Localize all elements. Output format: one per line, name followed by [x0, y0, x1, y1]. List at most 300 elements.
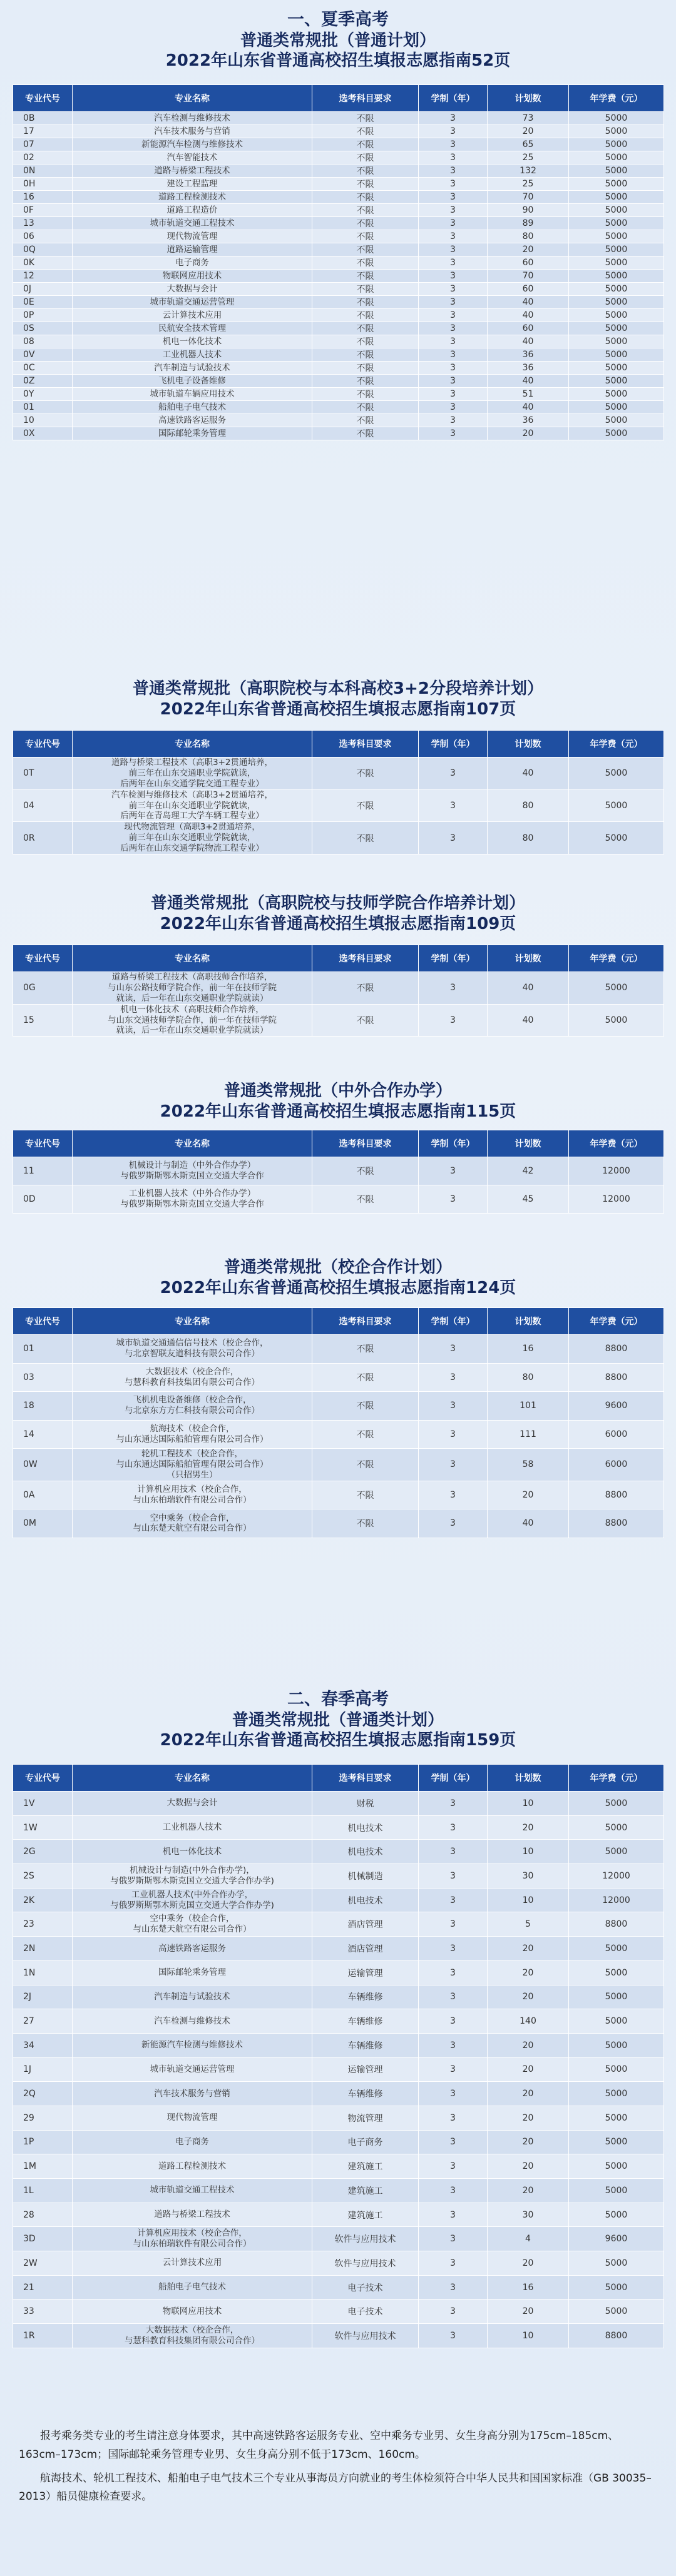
subject-requirement: 不限: [312, 1335, 419, 1364]
table-header-row: [13, 1765, 664, 1792]
table-row: [13, 1185, 664, 1214]
major-code: 03: [13, 1363, 73, 1392]
subject-requirement: 物流管理: [312, 2106, 419, 2130]
column-header: 学制（年）: [419, 85, 488, 112]
major-code: 17: [13, 125, 73, 138]
tuition: 5000: [569, 2251, 664, 2276]
plan-count: 70: [488, 270, 569, 283]
years: 3: [419, 243, 488, 256]
major-name: 船舶电子电气技术: [73, 2275, 312, 2300]
plan-count: 70: [488, 191, 569, 204]
subject-requirement: 不限: [312, 125, 419, 138]
column-header: 专业代号: [13, 85, 73, 112]
years: 3: [419, 1004, 488, 1037]
admission-table: [13, 84, 664, 440]
tuition: 5000: [569, 1792, 664, 1816]
table-row: [13, 414, 664, 427]
tuition: 5000: [569, 2130, 664, 2154]
section-title: [13, 9, 663, 84]
plan-count: 16: [488, 1335, 569, 1364]
column-header: 年学费（元）: [569, 945, 664, 972]
column-header: 专业名称: [73, 1308, 312, 1335]
tuition: 5000: [569, 1960, 664, 1985]
major-name: 大数据与会计: [73, 283, 312, 296]
years: 3: [419, 283, 488, 296]
subject-requirement: 机电技术: [312, 1815, 419, 1840]
plan-count: 36: [488, 414, 569, 427]
years: 3: [419, 1509, 488, 1538]
subject-requirement: 不限: [312, 112, 419, 125]
table-row: [13, 2203, 664, 2227]
plan-count: 10: [488, 1840, 569, 1864]
subject-requirement: 不限: [312, 217, 419, 230]
plan-count: 111: [488, 1420, 569, 1449]
tuition: 9600: [569, 2227, 664, 2251]
tuition: 5000: [569, 178, 664, 191]
subject-requirement: 车辆维修: [312, 2009, 419, 2034]
table-row: [13, 1509, 664, 1538]
tuition: 5000: [569, 1840, 664, 1864]
table-row: [13, 2324, 664, 2348]
major-name: 计算机应用技术（校企合作， 与山东柏瑞软件有限公司合作）: [73, 1481, 312, 1509]
section-title-line: 普通类常规批（普通类计划）: [232, 1710, 444, 1730]
tuition: 5000: [569, 165, 664, 178]
major-code: 0G: [13, 972, 73, 1005]
years: 3: [419, 1888, 488, 1912]
years: 3: [419, 335, 488, 348]
column-header: 学制（年）: [419, 1765, 488, 1792]
major-code: 01: [13, 401, 73, 414]
subject-requirement: 不限: [312, 322, 419, 335]
subject-requirement: 软件与应用技术: [312, 2251, 419, 2276]
subject-requirement: 车辆维修: [312, 2082, 419, 2106]
subject-requirement: 财税: [312, 1792, 419, 1816]
column-header: 年学费（元）: [569, 731, 664, 758]
major-code: 23: [13, 1912, 73, 1937]
major-code: 21: [13, 2275, 73, 2300]
tuition: 5000: [569, 822, 664, 854]
major-code: 1L: [13, 2179, 73, 2203]
section-title-line: 普通类常规批（中外合作办学）: [223, 1082, 452, 1100]
years: 3: [419, 2203, 488, 2227]
major-name: 汽车制造与试验技术: [73, 1985, 312, 2009]
years: 3: [419, 1937, 488, 1961]
major-code: 1N: [13, 1960, 73, 1985]
major-code: 1P: [13, 2130, 73, 2154]
column-header: 专业代号: [13, 1130, 73, 1157]
tuition: 12000: [569, 1185, 664, 1214]
subject-requirement: 不限: [312, 789, 419, 822]
major-name: 云计算技术应用: [73, 309, 312, 322]
subject-requirement: 不限: [312, 1449, 419, 1481]
table-row: [13, 1840, 664, 1864]
major-code: 0T: [13, 758, 73, 790]
table-row: [13, 2033, 664, 2057]
plan-count: 89: [488, 217, 569, 230]
major-name: 工业机器人技术（中外合作办学） 与俄罗斯斯鄂木斯克国立交通大学合作: [73, 1185, 312, 1214]
years: 3: [419, 230, 488, 243]
table-row: [13, 1864, 664, 1889]
tuition: 5000: [569, 322, 664, 335]
table-row: [13, 217, 664, 230]
major-name: 汽车制造与试验技术: [73, 362, 312, 375]
table-row: [13, 1815, 664, 1840]
tuition: 5000: [569, 2082, 664, 2106]
major-name: 道路工程检测技术: [73, 2154, 312, 2179]
major-name: 道路与桥梁工程技术: [73, 165, 312, 178]
plan-count: 20: [488, 2082, 569, 2106]
years: 3: [419, 178, 488, 191]
plan-count: 25: [488, 178, 569, 191]
tuition: 9600: [569, 1392, 664, 1421]
table-header-row: [13, 85, 664, 112]
tuition: 5000: [569, 230, 664, 243]
table-row: [13, 2130, 664, 2154]
years: 3: [419, 1840, 488, 1864]
subject-requirement: 不限: [312, 204, 419, 217]
major-name: 高速铁路客运服务: [73, 414, 312, 427]
years: 3: [419, 401, 488, 414]
tuition: 5000: [569, 2179, 664, 2203]
tuition: 5000: [569, 1004, 664, 1037]
plan-count: 20: [488, 1937, 569, 1961]
major-name: 城市轨道交通运营管理: [73, 2057, 312, 2082]
subject-requirement: 机械制造: [312, 1864, 419, 1889]
table-row: [13, 2179, 664, 2203]
table-row: [13, 2082, 664, 2106]
years: 3: [419, 2227, 488, 2251]
table-row: [13, 375, 664, 388]
table-row: [13, 1392, 664, 1421]
tuition: 5000: [569, 427, 664, 440]
tuition: 6000: [569, 1420, 664, 1449]
plan-count: 90: [488, 204, 569, 217]
section-s5: [13, 1257, 663, 1538]
column-header: 计划数: [488, 731, 569, 758]
years: 3: [419, 388, 488, 401]
plan-count: 80: [488, 789, 569, 822]
plan-count: 40: [488, 296, 569, 309]
plan-count: 20: [488, 2130, 569, 2154]
table-row: [13, 335, 664, 348]
years: 3: [419, 1792, 488, 1816]
years: 3: [419, 309, 488, 322]
subject-requirement: 不限: [312, 1509, 419, 1538]
years: 3: [419, 362, 488, 375]
admission-table: [13, 1307, 664, 1538]
plan-count: 20: [488, 427, 569, 440]
column-header: 学制（年）: [419, 731, 488, 758]
plan-count: 40: [488, 1004, 569, 1037]
plan-count: 20: [488, 125, 569, 138]
subject-requirement: 不限: [312, 972, 419, 1005]
major-code: 1W: [13, 1815, 73, 1840]
table-row: [13, 1004, 664, 1037]
subject-requirement: 建筑施工: [312, 2154, 419, 2179]
tuition: 8800: [569, 2324, 664, 2348]
tuition: 5000: [569, 2033, 664, 2057]
major-name: 道路工程造价: [73, 204, 312, 217]
plan-count: 36: [488, 362, 569, 375]
section-title-line: 二、春季高考: [287, 1690, 389, 1709]
section-title-line: 2022年山东省普通高校招生填报志愿指南115页: [160, 1102, 516, 1121]
table-row: [13, 758, 664, 790]
plan-count: 40: [488, 758, 569, 790]
major-name: 机械设计与制造(中外合作办学)， 与俄罗斯斯鄂木斯克国立交通大学合作办学): [73, 1864, 312, 1889]
years: 3: [419, 1912, 488, 1937]
major-code: 1J: [13, 2057, 73, 2082]
table-row: [13, 230, 664, 243]
years: 3: [419, 1960, 488, 1985]
subject-requirement: 软件与应用技术: [312, 2324, 419, 2348]
major-code: 06: [13, 230, 73, 243]
table-row: [13, 270, 664, 283]
subject-requirement: 不限: [312, 1185, 419, 1214]
years: 3: [419, 348, 488, 362]
section-s2: [13, 679, 663, 854]
table-row: [13, 1481, 664, 1509]
years: 3: [419, 2009, 488, 2034]
major-name: 城市轨道交通工程技术: [73, 2179, 312, 2203]
table-row: [13, 1912, 664, 1937]
subject-requirement: 不限: [312, 375, 419, 388]
column-header: 选考科目要求: [312, 731, 419, 758]
subject-requirement: 不限: [312, 1420, 419, 1449]
years: 3: [419, 2179, 488, 2203]
subject-requirement: 机电技术: [312, 1840, 419, 1864]
section-title-line: 2022年山东省普通高校招生填报志愿指南159页: [160, 1731, 516, 1750]
major-name: 现代物流管理: [73, 230, 312, 243]
plan-count: 140: [488, 2009, 569, 2034]
tuition: 5000: [569, 270, 664, 283]
table-header-row: [13, 1130, 664, 1157]
major-code: 2G: [13, 1840, 73, 1864]
major-name: 船舶电子电气技术: [73, 401, 312, 414]
plan-count: 42: [488, 1157, 569, 1185]
major-code: 28: [13, 2203, 73, 2227]
plan-count: 20: [488, 1815, 569, 1840]
table-row: [13, 789, 664, 822]
column-header: 计划数: [488, 1765, 569, 1792]
major-code: 04: [13, 789, 73, 822]
major-code: 0K: [13, 256, 73, 270]
table-row: [13, 1449, 664, 1481]
table-row: [13, 2057, 664, 2082]
tuition: 5000: [569, 348, 664, 362]
plan-count: 25: [488, 151, 569, 165]
subject-requirement: 不限: [312, 1392, 419, 1421]
table-row: [13, 309, 664, 322]
years: 3: [419, 138, 488, 151]
major-code: 0E: [13, 296, 73, 309]
section-title-line: 2022年山东省普通高校招生填报志愿指南109页: [160, 914, 516, 933]
column-header: 选考科目要求: [312, 1308, 419, 1335]
tuition: 5000: [569, 125, 664, 138]
subject-requirement: 不限: [312, 151, 419, 165]
subject-requirement: 不限: [312, 758, 419, 790]
major-name: 机电一体化技术: [73, 335, 312, 348]
plan-count: 10: [488, 1792, 569, 1816]
table-row: [13, 112, 664, 125]
tuition: 5000: [569, 204, 664, 217]
years: 3: [419, 1335, 488, 1364]
subject-requirement: 不限: [312, 414, 419, 427]
major-code: 10: [13, 414, 73, 427]
major-name: 道路与桥梁工程技术（高职技师合作培养， 与山东公路技师学院合作，前一年在技师学院 就读，后一年在山东交通职业学院就读）: [73, 972, 312, 1005]
plan-count: 132: [488, 165, 569, 178]
notes: [19, 2427, 657, 2512]
subject-requirement: 不限: [312, 270, 419, 283]
tuition: 5000: [569, 388, 664, 401]
plan-count: 20: [488, 1985, 569, 2009]
major-code: 15: [13, 1004, 73, 1037]
major-name: 汽车智能技术: [73, 151, 312, 165]
years: 3: [419, 2057, 488, 2082]
major-name: 道路与桥梁工程技术（高职3+2贯通培养， 前三年在山东交通职业学院就读， 后两年在山东交通学院交通工程专业）: [73, 758, 312, 790]
table-row: [13, 401, 664, 414]
subject-requirement: 不限: [312, 283, 419, 296]
major-name: 道路运输管理: [73, 243, 312, 256]
table-row: [13, 388, 664, 401]
tuition: 5000: [569, 243, 664, 256]
major-name: 城市轨道车辆应用技术: [73, 388, 312, 401]
column-header: 学制（年）: [419, 1130, 488, 1157]
subject-requirement: 不限: [312, 822, 419, 854]
major-name: 国际邮轮乘务管理: [73, 427, 312, 440]
years: 3: [419, 191, 488, 204]
plan-count: 30: [488, 2203, 569, 2227]
major-code: 0X: [13, 427, 73, 440]
plan-count: 20: [488, 2251, 569, 2276]
section-title-line: 2022年山东省普通高校招生填报志愿指南124页: [160, 1278, 516, 1297]
column-header: 年学费（元）: [569, 1765, 664, 1792]
table-row: [13, 1363, 664, 1392]
years: 3: [419, 2106, 488, 2130]
years: 3: [419, 322, 488, 335]
plan-count: 20: [488, 1960, 569, 1985]
section-title-line: 普通类常规批（普通计划）: [240, 31, 436, 50]
table-header-row: [13, 945, 664, 972]
major-code: 14: [13, 1420, 73, 1449]
subject-requirement: 不限: [312, 1157, 419, 1185]
plan-count: 80: [488, 822, 569, 854]
major-name: 汽车技术服务与营销: [73, 125, 312, 138]
admission-table: [13, 1764, 664, 2348]
major-name: 空中乘务（校企合作， 与山东楚天航空有限公司合作）: [73, 1912, 312, 1937]
subject-requirement: 不限: [312, 362, 419, 375]
years: 3: [419, 151, 488, 165]
years: 3: [419, 427, 488, 440]
major-code: 01: [13, 1335, 73, 1364]
column-header: 专业名称: [73, 945, 312, 972]
major-code: 0F: [13, 204, 73, 217]
tuition: 8800: [569, 1481, 664, 1509]
major-name: 飞机电子设备维修: [73, 375, 312, 388]
column-header: 年学费（元）: [569, 1308, 664, 1335]
column-header: 专业名称: [73, 1130, 312, 1157]
major-name: 汽车技术服务与营销: [73, 2082, 312, 2106]
major-name: 工业机器人技术: [73, 1815, 312, 1840]
major-code: 2N: [13, 1937, 73, 1961]
plan-count: 40: [488, 375, 569, 388]
section-s3: [13, 893, 663, 1037]
section-s4: [13, 1081, 663, 1214]
major-name: 民航安全技术管理: [73, 322, 312, 335]
years: 3: [419, 972, 488, 1005]
table-row: [13, 204, 664, 217]
section-title: [13, 679, 663, 730]
major-name: 大数据与会计: [73, 1792, 312, 1816]
tuition: 5000: [569, 191, 664, 204]
years: 3: [419, 1985, 488, 2009]
column-header: 专业代号: [13, 1308, 73, 1335]
tuition: 5000: [569, 256, 664, 270]
note-height-requirement: 报考乘务类专业的考生请注意身体要求，其中高速铁路客运服务专业、空中乘务专业男、女生身高分别为175cm–185cm、163cm–173cm；国际邮轮乘务管理专业男、女生身高分别不低于173cm、160cm。: [19, 2430, 619, 2461]
table-row: [13, 822, 664, 854]
subject-requirement: 不限: [312, 1363, 419, 1392]
major-code: 07: [13, 138, 73, 151]
subject-requirement: 不限: [312, 178, 419, 191]
section-title-line: 普通类常规批（高职院校与技师学院合作培养计划）: [150, 894, 525, 913]
plan-count: 20: [488, 2179, 569, 2203]
plan-count: 60: [488, 256, 569, 270]
plan-count: 10: [488, 1888, 569, 1912]
column-header: 计划数: [488, 85, 569, 112]
tuition: 5000: [569, 151, 664, 165]
years: 3: [419, 204, 488, 217]
major-code: 0N: [13, 165, 73, 178]
years: 3: [419, 822, 488, 854]
years: 3: [419, 1449, 488, 1481]
table-row: [13, 256, 664, 270]
plan-count: 10: [488, 2324, 569, 2348]
tuition: 5000: [569, 309, 664, 322]
major-code: 16: [13, 191, 73, 204]
section-title-line: 2022年山东省普通高校招生填报志愿指南52页: [165, 51, 511, 71]
table-header-row: [13, 1308, 664, 1335]
table-row: [13, 243, 664, 256]
subject-requirement: 不限: [312, 335, 419, 348]
years: 3: [419, 256, 488, 270]
years: 3: [419, 1815, 488, 1840]
major-code: 2Q: [13, 2082, 73, 2106]
major-name: 大数据技术（校企合作， 与慧科教育科技集团有限公司合作）: [73, 1363, 312, 1392]
tuition: 5000: [569, 2057, 664, 2082]
table-header-row: [13, 731, 664, 758]
section-title-line: 普通类常规批（高职院校与本科高校3+2分段培养计划）: [133, 679, 543, 698]
table-row: [13, 322, 664, 335]
column-header: 年学费（元）: [569, 85, 664, 112]
tuition: 5000: [569, 2009, 664, 2034]
subject-requirement: 不限: [312, 165, 419, 178]
subject-requirement: 不限: [312, 256, 419, 270]
years: 3: [419, 1363, 488, 1392]
tuition: 5000: [569, 2275, 664, 2300]
years: 3: [419, 414, 488, 427]
years: 3: [419, 125, 488, 138]
years: 3: [419, 375, 488, 388]
major-code: 2S: [13, 1864, 73, 1889]
years: 3: [419, 165, 488, 178]
table-row: [13, 2275, 664, 2300]
major-code: 2K: [13, 1888, 73, 1912]
section-title-line: 普通类常规批（校企合作计划）: [223, 1258, 452, 1277]
years: 3: [419, 296, 488, 309]
plan-count: 40: [488, 309, 569, 322]
note-health-requirement: 航海技术、轮机工程技术、船舶电子电气技术三个专业从事海员方向就业的考生体检须符合中华人民共和国国家标准（GB 30035–2013）船员健康检查要求。: [19, 2472, 652, 2503]
major-name: 计算机应用技术（校企合作， 与山东柏瑞软件有限公司合作）: [73, 2227, 312, 2251]
table-row: [13, 348, 664, 362]
